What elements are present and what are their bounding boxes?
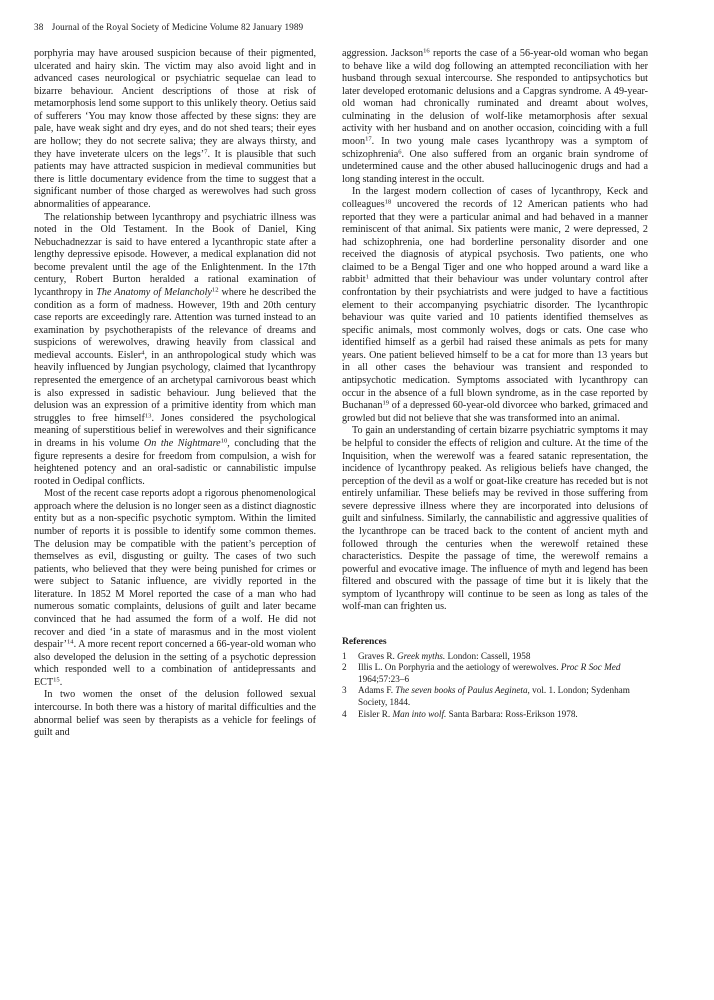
- text-run: London: Cassell, 1958: [445, 650, 531, 661]
- text-run: uncovered the records of 12 American patients who had reported that they were a particular animal and had behaved in a manner reminiscent of that animal. Six patients were manic, 2 were depressed, 2 had schizophrenia, one had borderline personality disorder and one received the diagnosis of atypical psychosis. Two patients, one who claimed to be a Bengal Tiger and one who hopped around a ward like a rabbit: [342, 198, 648, 286]
- running-head: [34, 22, 303, 32]
- references-heading: References: [342, 636, 387, 648]
- text-run: . A more recent report concerned a 66-year-old woman who also developed the delusion in the setting of a psychotic depression which responded well to a combination of antidepressants and ECT: [34, 639, 316, 688]
- text-run: 1964;57:23–6: [358, 673, 410, 684]
- text-run: reports the case of a 56-year-old woman who began to behave like a wild dog following an attempted reconciliation with her husband through sexual intercourse. She responded to antipsychotics but later developed erotomanic delusions and a Capgras syndrome. A 49-year-old woman had chronically ruminated and dreamt about wolves, culminating in the delusion of wolf-like metamorphosis after sexual activity with her husband and on another occasion, coinciding with a full moon: [342, 48, 649, 148]
- text-run: . It is plausible that such patients may have attracted suspicion in medieval communities but there is little documentary evidence from the time to suggest that a significant number of those charged as werewolves had such gross abnormalities of appearance.: [34, 148, 316, 210]
- citation-superscript: 14: [67, 638, 74, 646]
- body-paragraph: [342, 186, 648, 425]
- body-paragraph: [342, 48, 648, 186]
- body-paragraph: [34, 48, 316, 212]
- citation-superscript: 18: [384, 198, 392, 206]
- right-column: [342, 48, 648, 720]
- text-run: porphyria may have aroused suspicion because of their pigmented, ulcerated and hairy skin. The victim may also avoid light and in advanced cases neurological or psychiatric sequelae can lead to bizarre behaviour. Ancient descriptions of those at risk of metamorphosis lend some support to this unlikely theory. Oetius said of sufferers ‘You may know those affected by these signs: they are pale, have weak sight and dry eyes, and do not shed tears; their eyes are hollow; they do not secrete saliva; they are always thirsty, and they have inveterate ulcers on the legs’: [34, 48, 316, 160]
- text-run: , concluding that the figure represents a desire for freedom from compulsion, a wish for heightened potency and an oral-sadistic or cannabilistic impulse rooted in Oedipal conflicts.: [34, 437, 316, 487]
- reference-number: 1: [342, 650, 347, 661]
- journal-citation: Journal of the Royal Society of Medicine Volume 82 January 1989: [51, 22, 304, 32]
- reference-item: [342, 685, 648, 708]
- italic-text: Man into wolf.: [392, 708, 447, 719]
- text-run: Graves R.: [358, 650, 398, 661]
- body-paragraph: [342, 425, 648, 614]
- text-run: admitted that their behaviour was under voluntary control after confrontation by their psychiatrists and were judged to have a factitious element to their accompanying psychiatric disorder. The lycanthropic behaviour was quite varied and 10 patients identified themselves as specific animals, most commonly wolves, dogs or cats. One case who identified himself as a gerbil had raised these animals as pets for many years. One patient believed himself to be a cat for more than 13 years but in all other cases the behaviour was transient and responded to antipsychotic medication. Symptoms associated with lycanthropy can occur in the absence of a full blown syndrome, as in the case reported by Buchanan: [342, 274, 648, 412]
- italic-text: The Anatomy of Melancholy: [96, 286, 212, 298]
- text-run: . Jones considered the psychological meaning of superstitious belief in werewolves and their significance in dreams in his volume: [34, 412, 316, 449]
- text-run: of a depressed 60-year-old divorcee who barked, grimaced and growled but did not believe that she was transformed into an animal.: [342, 400, 648, 424]
- reference-number: 4: [342, 708, 347, 719]
- text-run: , in an anthropological study which was heavily influenced by Jungian psychology, claimed that lycanthropy represented the emergence of an archetypal carnivorous beast which is also expressed in sadistic behaviour. Jung believed that the delusion was an expression of a primitive identity from which man struggles to free himself: [34, 349, 316, 424]
- text-run: where he described the condition as a form of madness. However, 19th and 20th century case reports are exceedingly rare. Attention was turned instead to an examination by psychotherapists of the relevance of dreams and suspicions of werewolves, drawing heavily from classical and medieval accounts. Eisler: [34, 286, 316, 361]
- text-run: . One also suffered from an organic brain syndrome of undetermined cause and the other abused hallucinogenic drugs and had a long standing interest in the occult.: [342, 148, 648, 185]
- citation-superscript: 7: [204, 148, 208, 156]
- citation-superscript: 13: [144, 412, 152, 420]
- body-paragraph: [34, 212, 316, 489]
- reference-number: 3: [342, 685, 347, 696]
- citation-superscript: 16: [423, 47, 430, 55]
- text-run: . In two young male cases lycanthropy was a symptom of schizophrenia: [342, 136, 648, 160]
- text-run: Most of the recent case reports adopt a rigorous phenomenological approach where the delusion is no longer seen as a distinct diagnostic entity but as a non-specific psychotic symptom. Within the limited number of reports it is possible to identify some common themes. The delusion may be compatible with the patient’s perception of themselves as evil, disgusting or guilty. The cases of two such patients, who believed that they were being punished for crimes or were subject to Satanic influence, are vividly reported in the literature. In 1852 M Morel reported the case of a man who had numerous somatic complaints, delusions of guilt and later became convinced that he had assumed the form of a wolf. He did not recover and died ‘in a state of marasmus and in the most violent despair’: [34, 488, 316, 651]
- text-run: Eisler R.: [358, 708, 393, 719]
- citation-superscript: 17: [365, 135, 372, 143]
- references-list: [342, 651, 648, 721]
- citation-superscript: 1: [365, 273, 369, 281]
- citation-superscript: 15: [53, 676, 60, 684]
- text-run: .: [59, 676, 63, 688]
- italic-text: The seven books of Paulus Aegineta,: [395, 685, 530, 696]
- citation-superscript: 12: [211, 286, 219, 294]
- reference-number: 2: [342, 662, 347, 673]
- citation-superscript: 6: [398, 148, 402, 156]
- reference-item: [342, 709, 648, 721]
- citation-superscript: 10: [220, 437, 228, 445]
- left-column: [34, 48, 316, 740]
- italic-text: Proc R Soc Med: [560, 662, 621, 673]
- italic-text: On the Nightmare: [143, 437, 221, 449]
- text-run: aggression. Jackson: [342, 48, 424, 59]
- text-run: In the largest modern collection of cases of lycanthropy, Keck and colleagues: [342, 186, 648, 210]
- citation-superscript: 19: [382, 399, 390, 407]
- text-run: vol. 1. London; Sydenham Society, 1844.: [358, 685, 630, 707]
- reference-item: [342, 651, 648, 663]
- text-run: Santa Barbara: Ross-Erikson 1978.: [446, 708, 578, 719]
- text-run: To gain an understanding of certain bizarre psychiatric symptoms it may be helpful to consider the effects of religion and culture. At the time of the Inquisition, when the werewolf was a feared satanic representation, the incidence of lycanthropy peaked. As religious beliefs have changed, the perception of the devil as a wolf or goat-like creature has receded but is not entirely unfamiliar. These beliefs may be revived in those suffering from severe depressive illness where they are incorporated into delusions of guilt and sinfulness. Similarly, the cannabilistic and aggressive qualities of the lycanthrope can be traced back to the content of ancient myth and followed through the centuries when the werewolf retained these characteristics. Despite the passage of time, the werewolf remains a powerful and evocative image. The influence of myth and legend has been filtered and obscured with the passage of time but it is likely that the symptom of lycanthropy will continue to be seen as long as tales of the wolf-man can frighten us.: [342, 425, 648, 613]
- text-run: Illis L. On Porphyria and the aetiology of werewolves.: [358, 662, 561, 673]
- citation-superscript: 4: [141, 349, 145, 357]
- body-paragraph: [34, 488, 316, 689]
- body-paragraph: [34, 689, 316, 739]
- italic-text: Greek myths.: [397, 650, 446, 661]
- references-section: [342, 636, 648, 720]
- text-run: The relationship between lycanthropy and psychiatric illness was noted in the Old Testament. In the Book of Daniel, King Nebuchadnezzar is said to have entered a lycanthropic state after a lengthy depressive episode. However, a medical explanation did not become prevalent until the age of the Enlightenment. In the 17th century, Robert Burton heralded a rational examination of lycanthropy in: [34, 211, 316, 298]
- page-number: 38: [34, 22, 44, 32]
- right-column-body: [342, 48, 648, 614]
- text-run: Adams F.: [358, 685, 396, 696]
- reference-item: [342, 662, 648, 685]
- text-run: In two women the onset of the delusion followed sexual intercourse. In both there was a history of marital difficulties and the abnormal belief was seen by therapists as a vehicle for feelings of guilt and: [34, 689, 316, 739]
